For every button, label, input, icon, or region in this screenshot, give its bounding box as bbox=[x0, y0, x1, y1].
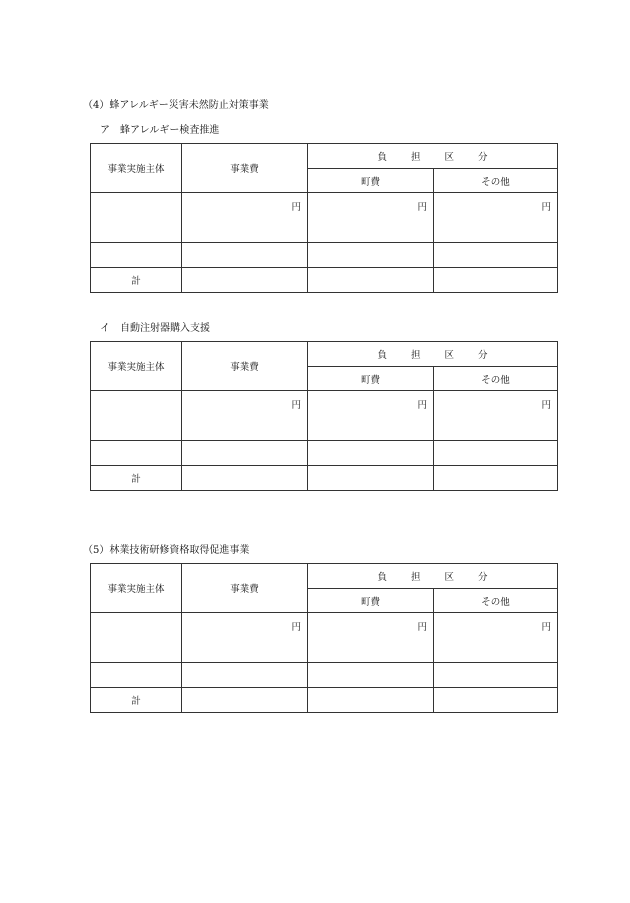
header-cost: 事業費 bbox=[182, 144, 308, 193]
total-label: 計 bbox=[91, 466, 182, 491]
section-heading-4: （4）蜂アレルギー災害未然防止対策事業 bbox=[83, 100, 269, 111]
header-town: 町費 bbox=[308, 589, 434, 613]
total-row bbox=[91, 688, 558, 713]
table-row bbox=[91, 613, 558, 663]
section-heading-5: （5）林業技術研修資格取得促進事業 bbox=[83, 545, 250, 556]
header-other: その他 bbox=[434, 367, 558, 391]
header-entity: 事業実施主体 bbox=[91, 564, 182, 613]
header-burden: 負 担 区 分 bbox=[308, 144, 558, 169]
table-row bbox=[91, 193, 558, 243]
header-other: その他 bbox=[434, 589, 558, 613]
cell-other: 円 bbox=[434, 391, 558, 441]
cell-town: 円 bbox=[308, 613, 434, 663]
cell-other: 円 bbox=[434, 613, 558, 663]
header-cost: 事業費 bbox=[182, 342, 308, 391]
subsection-heading-a: ア 蜂アレルギー検査推進 bbox=[100, 125, 220, 136]
total-label: 計 bbox=[91, 688, 182, 713]
header-town: 町費 bbox=[308, 169, 434, 193]
cell-cost: 円 bbox=[182, 613, 308, 663]
header-entity: 事業実施主体 bbox=[91, 342, 182, 391]
cell-town: 円 bbox=[308, 193, 434, 243]
cell-entity bbox=[91, 193, 182, 243]
header-town: 町費 bbox=[308, 367, 434, 391]
cell-entity bbox=[91, 613, 182, 663]
header-cost: 事業費 bbox=[182, 564, 308, 613]
total-row bbox=[91, 268, 558, 293]
header-entity: 事業実施主体 bbox=[91, 144, 182, 193]
cell-cost: 円 bbox=[182, 193, 308, 243]
header-burden: 負 担 区 分 bbox=[308, 564, 558, 589]
subsection-heading-i: イ 自動注射器購入支援 bbox=[100, 323, 210, 334]
table-row bbox=[91, 243, 558, 268]
total-label: 計 bbox=[91, 268, 182, 293]
cell-entity bbox=[91, 391, 182, 441]
table-row bbox=[91, 391, 558, 441]
table-forestry-training bbox=[90, 563, 558, 713]
cell-other: 円 bbox=[434, 193, 558, 243]
cell-cost: 円 bbox=[182, 391, 308, 441]
header-burden: 負 担 区 分 bbox=[308, 342, 558, 367]
table-bee-allergy-test bbox=[90, 143, 558, 293]
table-auto-injector bbox=[90, 341, 558, 491]
total-row bbox=[91, 466, 558, 491]
cell-town: 円 bbox=[308, 391, 434, 441]
header-other: その他 bbox=[434, 169, 558, 193]
table-row bbox=[91, 441, 558, 466]
table-row bbox=[91, 663, 558, 688]
